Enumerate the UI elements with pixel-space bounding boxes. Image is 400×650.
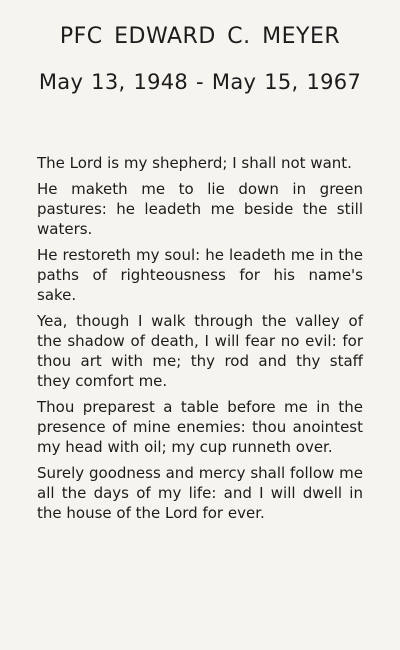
verse-4: Yea, though I walk through the valley of the shadow of death, I will fear no evil: for thou art with me; thy rod and thy staff they comfort me.	[37, 312, 363, 390]
verse-3: He restoreth my soul: he leadeth me in the paths of righteousness for his name's sake.	[37, 246, 363, 304]
verse-6: Surely goodness and mercy shall follow me all the days of my life: and I will dwell in the house of the Lord for ever.	[37, 464, 363, 522]
psalm-text	[37, 153, 363, 529]
verse-1: The Lord is my shepherd; I shall not want.	[37, 154, 352, 172]
verse-2: He maketh me to lie down in green pastures: he leadeth me beside the still waters.	[37, 180, 363, 238]
verse-5: Thou preparest a table before me in the presence of mine enemies: thou anointest my head with oil; my cup runneth over.	[37, 398, 363, 456]
life-dates: May 13, 1948 - May 15, 1967	[38, 70, 362, 94]
deceased-name: PFC EDWARD C. MEYER	[59, 24, 341, 49]
